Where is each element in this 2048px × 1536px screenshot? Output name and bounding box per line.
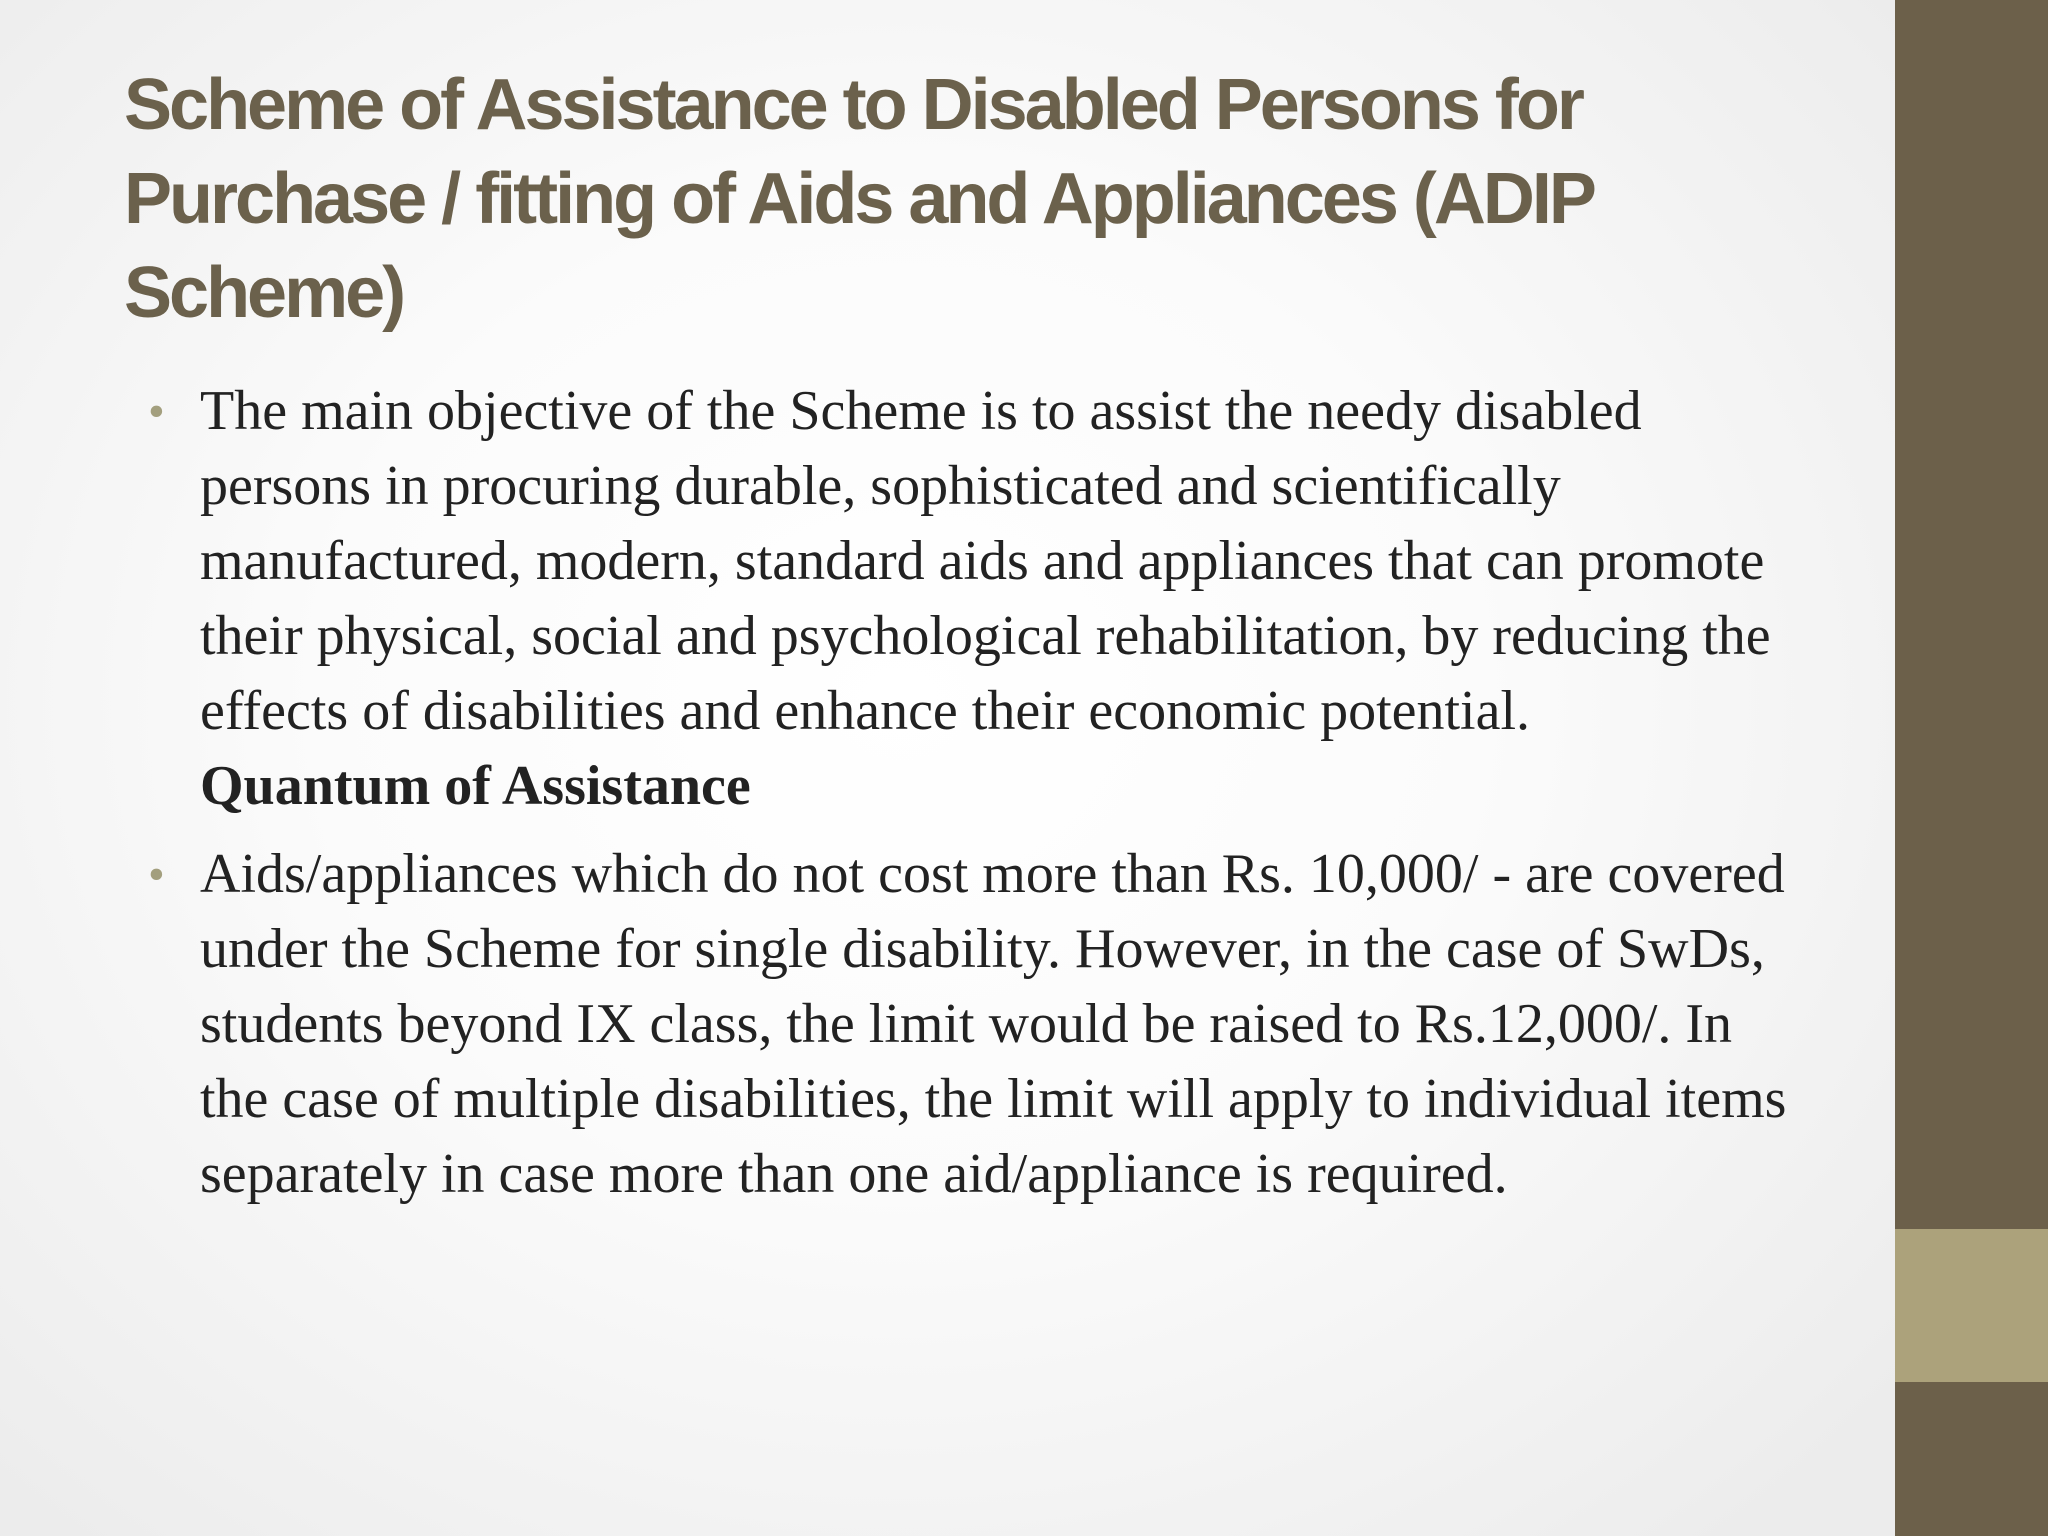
quantum-heading: Quantum of Assistance bbox=[200, 755, 751, 817]
objective-text: The main objective of the Scheme is to assist the needy disabled persons in procuring durable, sophisticated and scientifically manufactured, modern, standard aids and appliances that can promote their physical, social and psychological rehabilitation, by reducing the effects of disabilities and enhance their economic potential. bbox=[200, 380, 1771, 742]
bullet-item-objective bbox=[148, 374, 1788, 824]
bullet-item-limits bbox=[148, 837, 1788, 1212]
bullet-dot-icon: • bbox=[148, 385, 165, 438]
slide-sidebar bbox=[1895, 0, 2048, 1536]
slide-title: Scheme of Assistance to Disabled Persons for Purchase / fitting of Aids and Appliances (ADIP Scheme) bbox=[124, 65, 1593, 333]
sidebar-accent-block bbox=[1895, 1229, 2048, 1382]
slide-content bbox=[148, 374, 1788, 1212]
limits-text: Aids/appliances which do not cost more than Rs. 10,000/ - are covered under the Scheme for single disability. However, in the case of SwDs, students beyond IX class, the limit would be raised to Rs.12,000/. In the case of multiple disabilities, the limit will apply to individual items separately in case more than one aid/appliance is required. bbox=[200, 843, 1787, 1205]
bullet-dot-icon: • bbox=[148, 848, 165, 901]
